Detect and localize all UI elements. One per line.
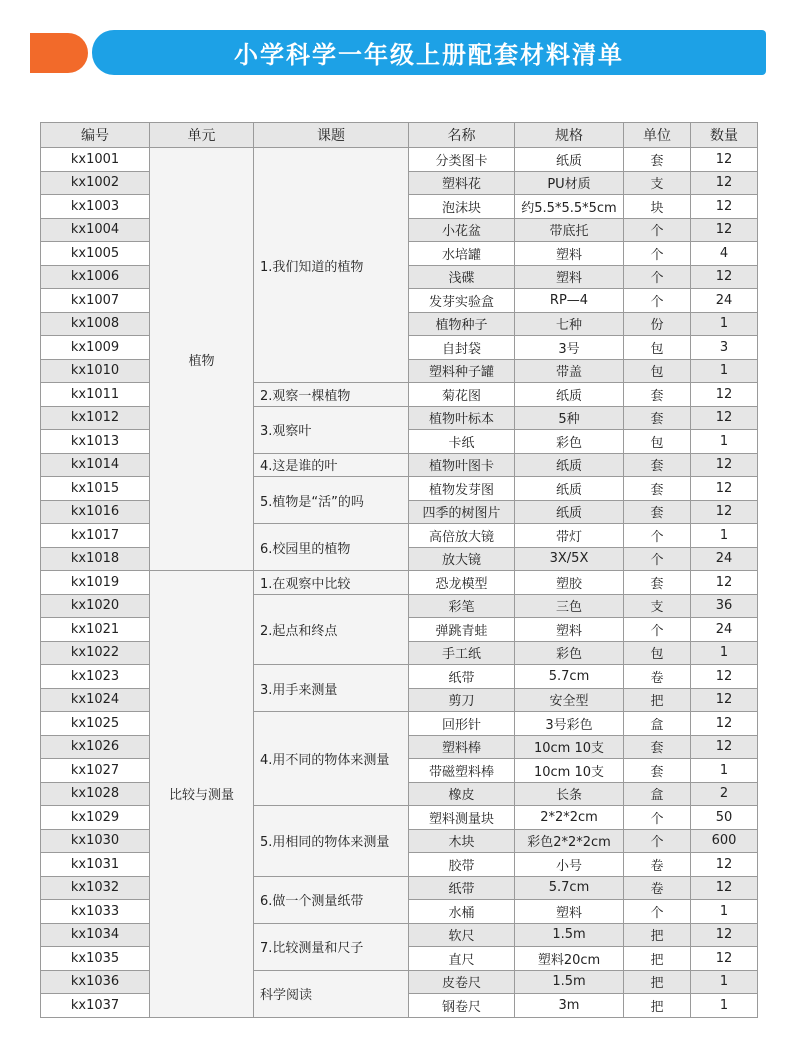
cell-uom: 套 — [624, 571, 691, 595]
cell-name: 弹跳青蛙 — [409, 618, 515, 642]
cell-qty: 12 — [691, 712, 758, 736]
cell-code: kx1026 — [41, 735, 150, 759]
cell-code: kx1029 — [41, 806, 150, 830]
cell-topic: 科学阅读 — [254, 970, 409, 1017]
cell-topic: 5.用相同的物体来测量 — [254, 806, 409, 877]
cell-spec: 5.7cm — [515, 665, 624, 689]
cell-spec: 塑料20cm — [515, 947, 624, 971]
cell-uom: 把 — [624, 947, 691, 971]
cell-uom: 个 — [624, 547, 691, 571]
cell-name: 回形针 — [409, 712, 515, 736]
cell-code: kx1019 — [41, 571, 150, 595]
cell-uom: 份 — [624, 312, 691, 336]
cell-name: 水培罐 — [409, 242, 515, 266]
cell-qty: 1 — [691, 524, 758, 548]
table-header-row — [41, 123, 758, 148]
cell-name: 塑料棒 — [409, 735, 515, 759]
cell-topic: 7.比较测量和尺子 — [254, 923, 409, 970]
cell-uom: 套 — [624, 453, 691, 477]
header-qty: 数量 — [691, 123, 758, 148]
cell-spec: 带盖 — [515, 359, 624, 383]
cell-uom: 个 — [624, 829, 691, 853]
cell-uom: 卷 — [624, 665, 691, 689]
cell-uom: 把 — [624, 688, 691, 712]
table-row — [41, 477, 758, 501]
table-row — [41, 524, 758, 548]
cell-spec: 长条 — [515, 782, 624, 806]
table-row — [41, 712, 758, 736]
cell-uom: 套 — [624, 735, 691, 759]
header-unit: 单元 — [150, 123, 254, 148]
cell-code: kx1030 — [41, 829, 150, 853]
cell-spec: PU材质 — [515, 171, 624, 195]
cell-qty: 36 — [691, 594, 758, 618]
page-title: 小学科学一年级上册配套材料清单 — [234, 41, 624, 69]
cell-spec: 小号 — [515, 853, 624, 877]
cell-code: kx1023 — [41, 665, 150, 689]
cell-qty: 2 — [691, 782, 758, 806]
cell-code: kx1024 — [41, 688, 150, 712]
cell-uom: 支 — [624, 594, 691, 618]
cell-code: kx1034 — [41, 923, 150, 947]
cell-name: 塑料花 — [409, 171, 515, 195]
cell-qty: 12 — [691, 265, 758, 289]
cell-qty: 12 — [691, 853, 758, 877]
cell-qty: 1 — [691, 641, 758, 665]
cell-name: 彩笔 — [409, 594, 515, 618]
cell-qty: 1 — [691, 359, 758, 383]
cell-uom: 支 — [624, 171, 691, 195]
header-banner — [92, 30, 766, 75]
cell-code: kx1014 — [41, 453, 150, 477]
cell-code: kx1016 — [41, 500, 150, 524]
cell-qty: 3 — [691, 336, 758, 360]
cell-name: 带磁塑料棒 — [409, 759, 515, 783]
table-row — [41, 923, 758, 947]
cell-spec: 带底托 — [515, 218, 624, 242]
cell-code: kx1031 — [41, 853, 150, 877]
cell-spec: 塑胶 — [515, 571, 624, 595]
cell-name: 分类图卡 — [409, 148, 515, 172]
cell-code: kx1005 — [41, 242, 150, 266]
cell-name: 植物叶图卡 — [409, 453, 515, 477]
cell-topic: 4.用不同的物体来测量 — [254, 712, 409, 806]
cell-topic: 2.起点和终点 — [254, 594, 409, 665]
table-row — [41, 665, 758, 689]
cell-spec: 1.5m — [515, 923, 624, 947]
cell-name: 橡皮 — [409, 782, 515, 806]
cell-name: 纸带 — [409, 665, 515, 689]
cell-code: kx1037 — [41, 994, 150, 1018]
cell-name: 木块 — [409, 829, 515, 853]
cell-qty: 12 — [691, 665, 758, 689]
table-row — [41, 453, 758, 477]
cell-spec: 3m — [515, 994, 624, 1018]
cell-code: kx1007 — [41, 289, 150, 313]
cell-uom: 个 — [624, 218, 691, 242]
table-row — [41, 406, 758, 430]
cell-qty: 12 — [691, 406, 758, 430]
cell-name: 钢卷尺 — [409, 994, 515, 1018]
cell-spec: 三色 — [515, 594, 624, 618]
cell-name: 植物发芽图 — [409, 477, 515, 501]
header-topic: 课题 — [254, 123, 409, 148]
cell-uom: 套 — [624, 500, 691, 524]
cell-qty: 1 — [691, 900, 758, 924]
cell-name: 高倍放大镜 — [409, 524, 515, 548]
cell-name: 植物种子 — [409, 312, 515, 336]
cell-uom: 卷 — [624, 853, 691, 877]
cell-qty: 24 — [691, 289, 758, 313]
cell-uom: 套 — [624, 477, 691, 501]
cell-spec: 1.5m — [515, 970, 624, 994]
cell-qty: 4 — [691, 242, 758, 266]
cell-spec: 七种 — [515, 312, 624, 336]
cell-qty: 12 — [691, 383, 758, 407]
cell-spec: 带灯 — [515, 524, 624, 548]
cell-qty: 12 — [691, 923, 758, 947]
cell-uom: 个 — [624, 242, 691, 266]
cell-code: kx1021 — [41, 618, 150, 642]
cell-spec: 纸质 — [515, 383, 624, 407]
cell-qty: 1 — [691, 312, 758, 336]
cell-qty: 12 — [691, 148, 758, 172]
cell-spec: 5种 — [515, 406, 624, 430]
cell-uom: 套 — [624, 406, 691, 430]
cell-uom: 个 — [624, 289, 691, 313]
cell-name: 卡纸 — [409, 430, 515, 454]
cell-name: 恐龙模型 — [409, 571, 515, 595]
cell-uom: 把 — [624, 994, 691, 1018]
cell-uom: 包 — [624, 430, 691, 454]
cell-spec: 3X/5X — [515, 547, 624, 571]
header-name: 名称 — [409, 123, 515, 148]
cell-code: kx1008 — [41, 312, 150, 336]
cell-code: kx1018 — [41, 547, 150, 571]
cell-uom: 套 — [624, 383, 691, 407]
materials-table — [40, 122, 758, 1018]
cell-uom: 卷 — [624, 876, 691, 900]
cell-uom: 盒 — [624, 712, 691, 736]
cell-qty: 12 — [691, 688, 758, 712]
cell-code: kx1028 — [41, 782, 150, 806]
cell-name: 剪刀 — [409, 688, 515, 712]
table-row — [41, 970, 758, 994]
cell-code: kx1025 — [41, 712, 150, 736]
cell-unit: 植物 — [150, 148, 254, 571]
cell-spec: 彩色 — [515, 641, 624, 665]
cell-qty: 600 — [691, 829, 758, 853]
table-row — [41, 148, 758, 172]
cell-topic: 6.校园里的植物 — [254, 524, 409, 571]
cell-qty: 24 — [691, 547, 758, 571]
cell-code: kx1011 — [41, 383, 150, 407]
cell-code: kx1022 — [41, 641, 150, 665]
cell-qty: 24 — [691, 618, 758, 642]
cell-code: kx1035 — [41, 947, 150, 971]
cell-topic: 2.观察一棵植物 — [254, 383, 409, 407]
cell-code: kx1006 — [41, 265, 150, 289]
cell-code: kx1015 — [41, 477, 150, 501]
cell-uom: 个 — [624, 806, 691, 830]
cell-qty: 12 — [691, 735, 758, 759]
cell-unit: 比较与测量 — [150, 571, 254, 1018]
cell-spec: 10cm 10支 — [515, 735, 624, 759]
cell-code: kx1012 — [41, 406, 150, 430]
cell-name: 塑料种子罐 — [409, 359, 515, 383]
cell-name: 纸带 — [409, 876, 515, 900]
cell-name: 四季的树图片 — [409, 500, 515, 524]
cell-name: 小花盆 — [409, 218, 515, 242]
cell-name: 泡沫块 — [409, 195, 515, 219]
cell-spec: 彩色2*2*2cm — [515, 829, 624, 853]
cell-uom: 把 — [624, 923, 691, 947]
cell-spec: 安全型 — [515, 688, 624, 712]
cell-spec: 2*2*2cm — [515, 806, 624, 830]
cell-qty: 12 — [691, 453, 758, 477]
cell-name: 浅碟 — [409, 265, 515, 289]
cell-spec: 纸质 — [515, 500, 624, 524]
cell-name: 直尺 — [409, 947, 515, 971]
cell-spec: 5.7cm — [515, 876, 624, 900]
cell-qty: 1 — [691, 759, 758, 783]
cell-qty: 50 — [691, 806, 758, 830]
cell-spec: 塑料 — [515, 900, 624, 924]
cell-spec: 塑料 — [515, 618, 624, 642]
cell-qty: 12 — [691, 500, 758, 524]
cell-uom: 盒 — [624, 782, 691, 806]
cell-topic: 3.用手来测量 — [254, 665, 409, 712]
header-code: 编号 — [41, 123, 150, 148]
cell-name: 菊花图 — [409, 383, 515, 407]
cell-name: 植物叶标本 — [409, 406, 515, 430]
cell-spec: 纸质 — [515, 453, 624, 477]
cell-uom: 把 — [624, 970, 691, 994]
cell-spec: RP—4 — [515, 289, 624, 313]
cell-name: 自封袋 — [409, 336, 515, 360]
cell-qty: 12 — [691, 195, 758, 219]
cell-code: kx1010 — [41, 359, 150, 383]
cell-code: kx1027 — [41, 759, 150, 783]
cell-name: 塑料测量块 — [409, 806, 515, 830]
cell-code: kx1001 — [41, 148, 150, 172]
header-orange-tab — [30, 33, 88, 73]
cell-code: kx1017 — [41, 524, 150, 548]
cell-spec: 塑料 — [515, 265, 624, 289]
cell-qty: 1 — [691, 970, 758, 994]
cell-qty: 12 — [691, 477, 758, 501]
cell-uom: 个 — [624, 265, 691, 289]
cell-uom: 包 — [624, 359, 691, 383]
cell-code: kx1009 — [41, 336, 150, 360]
cell-topic: 3.观察叶 — [254, 406, 409, 453]
cell-qty: 12 — [691, 571, 758, 595]
cell-uom: 个 — [624, 618, 691, 642]
table-row — [41, 571, 758, 595]
cell-spec: 彩色 — [515, 430, 624, 454]
cell-qty: 12 — [691, 876, 758, 900]
cell-spec: 10cm 10支 — [515, 759, 624, 783]
cell-spec: 塑料 — [515, 242, 624, 266]
cell-code: kx1036 — [41, 970, 150, 994]
cell-topic: 1.在观察中比较 — [254, 571, 409, 595]
cell-spec: 纸质 — [515, 477, 624, 501]
cell-topic: 1.我们知道的植物 — [254, 148, 409, 383]
table-row — [41, 594, 758, 618]
cell-code: kx1032 — [41, 876, 150, 900]
cell-uom: 个 — [624, 900, 691, 924]
cell-qty: 1 — [691, 994, 758, 1018]
cell-uom: 套 — [624, 148, 691, 172]
header-spec: 规格 — [515, 123, 624, 148]
cell-code: kx1020 — [41, 594, 150, 618]
cell-topic: 6.做一个测量纸带 — [254, 876, 409, 923]
table-row — [41, 806, 758, 830]
cell-code: kx1004 — [41, 218, 150, 242]
cell-name: 放大镜 — [409, 547, 515, 571]
cell-code: kx1002 — [41, 171, 150, 195]
cell-spec: 纸质 — [515, 148, 624, 172]
cell-qty: 12 — [691, 947, 758, 971]
cell-name: 水桶 — [409, 900, 515, 924]
cell-code: kx1033 — [41, 900, 150, 924]
cell-name: 手工纸 — [409, 641, 515, 665]
header-uom: 单位 — [624, 123, 691, 148]
cell-qty: 12 — [691, 218, 758, 242]
cell-spec: 约5.5*5.5*5cm — [515, 195, 624, 219]
table-row — [41, 876, 758, 900]
cell-code: kx1003 — [41, 195, 150, 219]
cell-qty: 1 — [691, 430, 758, 454]
cell-name: 胶带 — [409, 853, 515, 877]
cell-spec: 3号彩色 — [515, 712, 624, 736]
cell-name: 皮卷尺 — [409, 970, 515, 994]
cell-spec: 3号 — [515, 336, 624, 360]
cell-uom: 个 — [624, 524, 691, 548]
cell-uom: 块 — [624, 195, 691, 219]
cell-code: kx1013 — [41, 430, 150, 454]
table-row — [41, 383, 758, 407]
cell-uom: 套 — [624, 759, 691, 783]
cell-uom: 包 — [624, 641, 691, 665]
cell-qty: 12 — [691, 171, 758, 195]
cell-uom: 包 — [624, 336, 691, 360]
cell-topic: 4.这是谁的叶 — [254, 453, 409, 477]
table-body — [41, 148, 758, 1018]
cell-name: 发芽实验盒 — [409, 289, 515, 313]
cell-name: 软尺 — [409, 923, 515, 947]
cell-topic: 5.植物是“活”的吗 — [254, 477, 409, 524]
